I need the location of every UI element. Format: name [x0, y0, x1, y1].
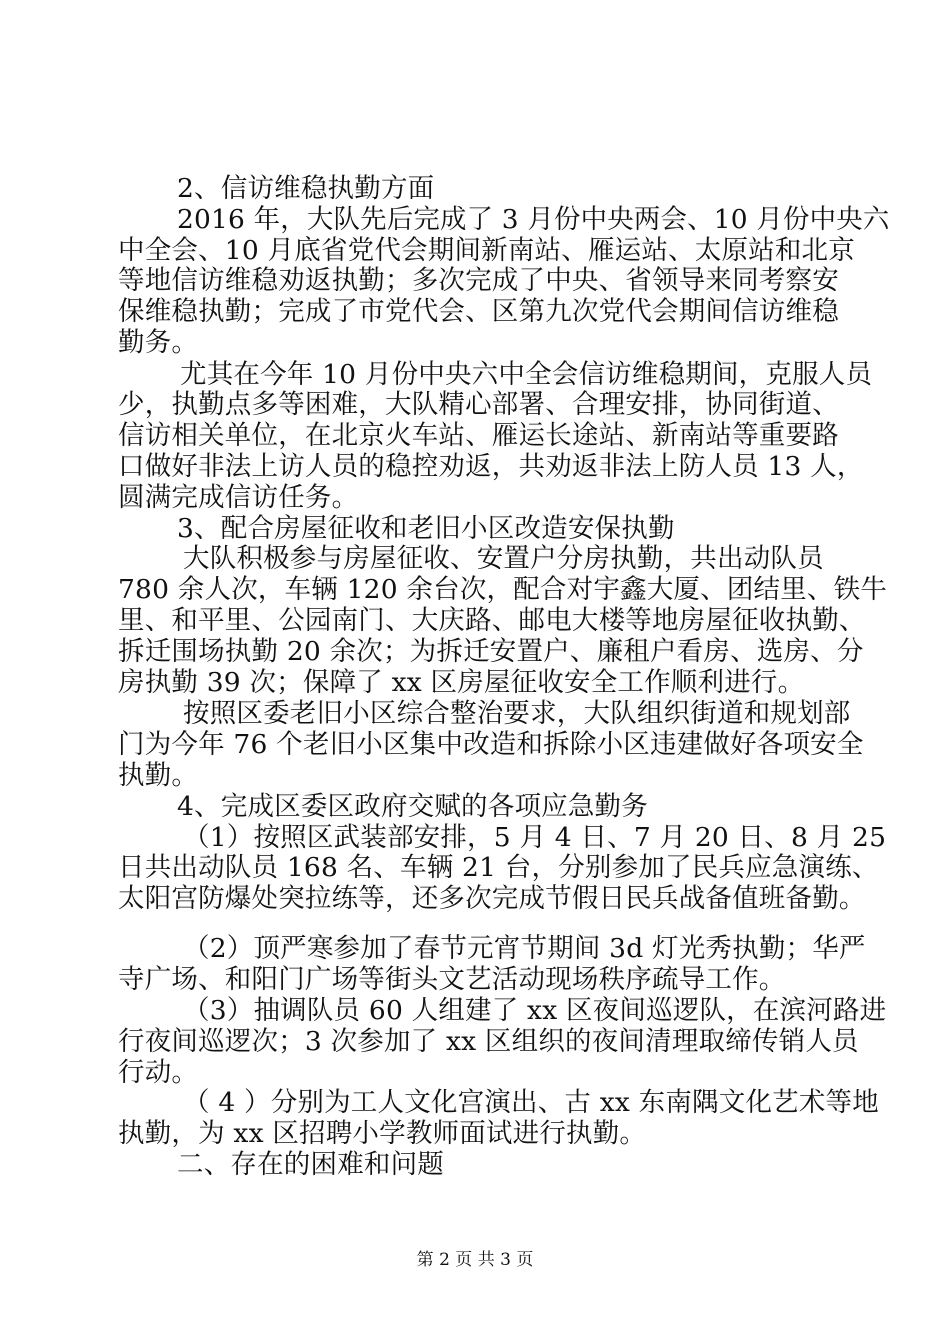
paragraph-line: 780 余人次，车辆 120 余台次，配合对宇鑫大厦、团结里、铁牛 — [118, 574, 888, 606]
section-heading: 2、信访维稳执勤方面 — [177, 173, 435, 204]
paragraph-line: 太阳宫防爆处突拉练等，还多次完成节假日民兵战备值班备勤。 — [118, 883, 866, 915]
paragraph-line: 圆满完成信访任务。 — [118, 481, 359, 513]
paragraph-line: 拆迁围场执勤 20 余次；为拆迁安置户、廉租户看房、选房、分 — [118, 635, 864, 667]
paragraph-line: 信访相关单位，在北京火车站、雁运长途站、新南站等重要路 — [118, 420, 839, 452]
page-footer: 第 2 页 共 3 页 — [416, 1250, 534, 1270]
paragraph-line: （2）顶严寒参加了春节元宵节期间 3d 灯光秀执勤；华严 — [183, 933, 866, 965]
paragraph-line: 寺广场、和阳门广场等街头文艺活动现场秩序疏导工作。 — [118, 964, 786, 996]
paragraph-line: 口做好非法上访人员的稳控劝返，共劝返非法上防人员 13 人， — [118, 451, 864, 483]
paragraph-line: 执勤，为 xx 区招聘小学教师面试进行执勤。 — [118, 1118, 647, 1150]
section-heading: 二、存在的困难和问题 — [177, 1149, 444, 1180]
paragraph-line: 门为今年 76 个老旧小区集中改造和拆除小区违建做好各项安全 — [118, 729, 864, 761]
paragraph-line: 中全会、10 月底省党代会期间新南站、雁运站、太原站和北京 — [118, 234, 855, 266]
paragraph-line: 勤务。 — [118, 327, 199, 359]
paragraph-line: （3）抽调队员 60 人组建了 xx 区夜间巡逻队，在滨河路进 — [183, 994, 887, 1026]
paragraph-line: 按照区委老旧小区综合整治要求，大队组织街道和规划部 — [183, 698, 851, 730]
paragraph-line: （1）按照区武装部安排，5 月 4 日、7 月 20 日、8 月 25 — [183, 821, 887, 853]
paragraph-line: 里、和平里、公园南门、大庆路、邮电大楼等地房屋征收执勤、 — [118, 605, 866, 637]
paragraph-line: 2016 年，大队先后完成了 3 月份中央两会、10 月份中央六 — [177, 203, 890, 235]
paragraph-line: 行夜间巡逻次；3 次参加了 xx 区组织的夜间清理取缔传销人员 — [118, 1025, 859, 1057]
paragraph-line: 行动。 — [118, 1056, 199, 1088]
paragraph-line: 执勤。 — [118, 759, 199, 791]
paragraph-line: 尤其在今年 10 月份中央六中全会信访维稳期间，克服人员 — [180, 358, 873, 390]
paragraph-line: （ 4 ）分别为工人文化宫演出、古 xx 东南隅文化艺术等地 — [183, 1087, 879, 1119]
paragraph-line: 大队积极参与房屋征收、安置户分房执勤，共出动队员 — [183, 543, 824, 575]
section-heading: 4、完成区委区政府交赋的各项应急勤务 — [177, 790, 648, 822]
section-heading: 3、配合房屋征收和老旧小区改造安保执勤 — [177, 512, 675, 544]
paragraph-line: 日共出动队员 168 名、车辆 21 台，分别参加了民兵应急演练、 — [118, 852, 879, 884]
paragraph-line: 等地信访维稳劝返执勤；多次完成了中央、省领导来同考察安 — [118, 265, 839, 297]
paragraph-line: 少，执勤点多等困难，大队精心部署、合理安排，协同街道、 — [118, 389, 839, 421]
paragraph-line: 房执勤 39 次；保障了 xx 区房屋征收安全工作顺利进行。 — [118, 666, 805, 698]
paragraph-line: 保维稳执勤；完成了市党代会、区第九次党代会期间信访维稳 — [118, 296, 839, 328]
